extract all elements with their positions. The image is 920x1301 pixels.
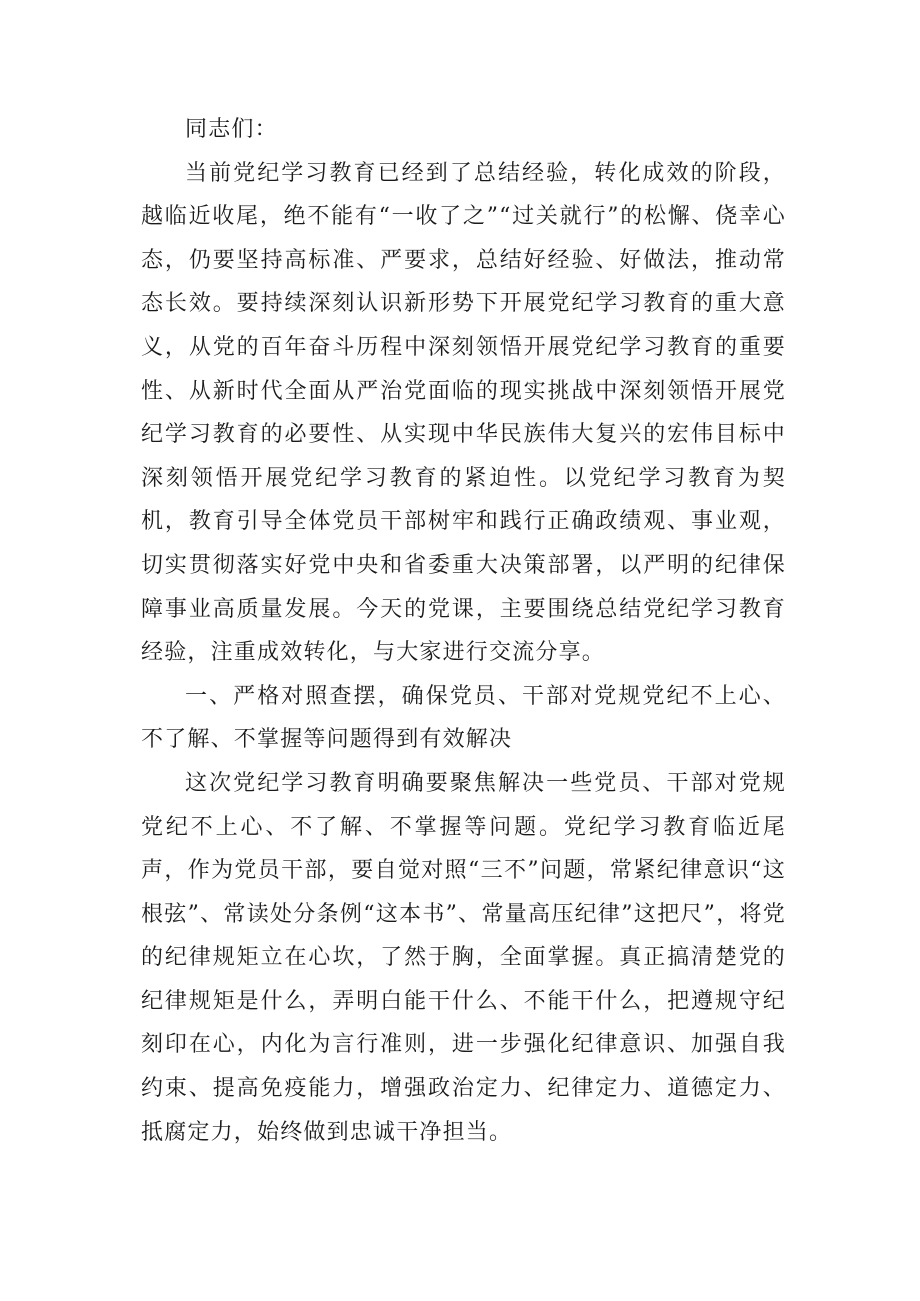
section-paragraph-1: 这次党纪学习教育明确要聚焦解决一些党员、干部对党规党纪不上心、不了解、不掌握等问题。党纪学习教育临近尾声，作为党员干部，要自觉对照“三不”问题，常紧纪律意识“这根弦”、常读处分条例“这本书”、常量高压纪律”这把尺”，将党的纪律规矩立在心坎，了然于胸，全面掌握。真正搞清楚党的纪律规矩是什么，弄明白能干什么、不能干什么，把遵规守纪刻印在心，内化为言行准则，进一步强化纪律意识、加强自我约束、提高免疫能力，增强政治定力、纪律定力、道德定力、抵腐定力，始终做到忠诚干净担当。 (141, 770, 786, 1145)
section-heading-1: 一、严格对照查摆，确保党员、干部对党规党纪不上心、不了解、不掌握等问题得到有效解决 (141, 683, 786, 753)
intro-paragraph: 当前党纪学习教育已经到了总结经验，转化成效的阶段，越临近收尾，绝不能有“一收了之”“过关就行”的松懈、侥幸心态，仍要坚持高标准、严要求，总结好经验、好做法，推动常态长效。要持续深刻认识新形势下开展党纪学习教育的重大意义，从党的百年奋斗历程中深刻领悟开展党纪学习教育的重要性、从新时代全面从严治党面临的现实挑战中深刻领悟开展党纪学习教育的必要性、从实现中华民族伟大复兴的宏伟目标中深刻领悟开展党纪学习教育的紧迫性。以党纪学习教育为契机，教育引导全体党员干部树牢和践行正确政绩观、事业观，切实贯彻落实好党中央和省委重大决策部署，以严明的纪律保障事业高质量发展。今天的党课，主要围绕总结党纪学习教育经验，注重成效转化，与大家进行交流分享。 (141, 160, 786, 666)
salutation: 同志们： (185, 117, 278, 142)
document-body (141, 108, 786, 1154)
